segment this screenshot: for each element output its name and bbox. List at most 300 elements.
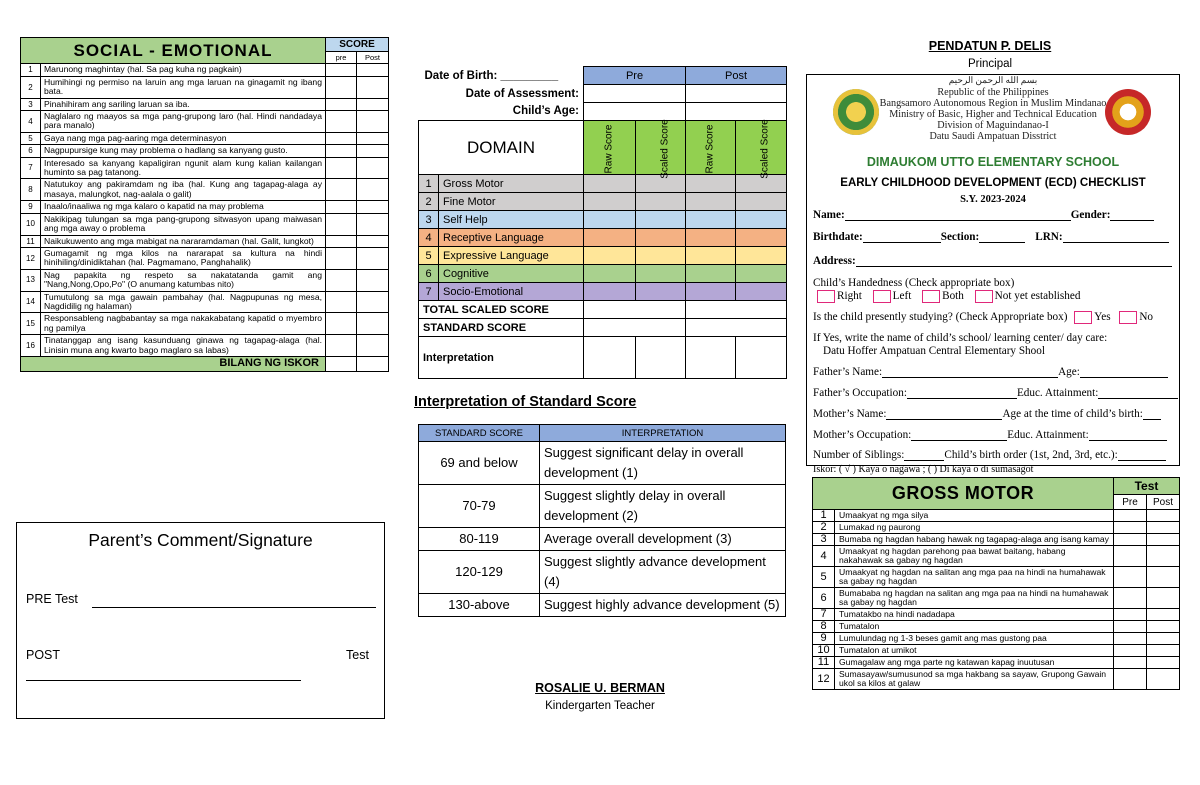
gm-item-text: Lumakad ng paurong: [835, 522, 1114, 534]
total-pre-cell[interactable]: [326, 356, 357, 371]
domain-name: Cognitive: [439, 265, 584, 283]
gm-item-text: Umaakyat ng mga silya: [835, 510, 1114, 522]
siblings-field[interactable]: [904, 450, 944, 461]
se-pre-cell[interactable]: [326, 145, 357, 157]
post-test-signature-line[interactable]: [26, 680, 301, 681]
social-emotional-title: SOCIAL - EMOTIONAL: [21, 38, 326, 64]
se-post-cell[interactable]: [357, 335, 389, 357]
mother-name-label: Mother’s Name:: [813, 408, 887, 420]
gm-item-number: 5: [813, 567, 835, 588]
se-table-row: [21, 213, 389, 235]
father-occupation-field[interactable]: [907, 388, 1017, 399]
domain-row: [419, 265, 787, 283]
gm-post-cell[interactable]: [1146, 621, 1179, 633]
domain-post-raw-cell[interactable]: [686, 247, 736, 265]
domain-post-raw-cell[interactable]: [686, 175, 736, 193]
interpretation-row: [419, 485, 786, 528]
gm-item-text: Sumasayaw/sumusunod sa mga hakbang sa sayaw, Grupong Gawain ukol sa kilos at galaw: [835, 669, 1114, 690]
arabic-heading: بسم الله الرحمن الرحيم: [948, 75, 1038, 85]
pre-raw-score-header: Raw Score: [584, 121, 636, 175]
gm-item-text: Lumulundag ng 1-3 beses gamit ang mas gustong paa: [835, 633, 1114, 645]
domain-pre-scaled-cell[interactable]: [636, 265, 686, 283]
yes-label: Yes: [1094, 311, 1111, 324]
domain-pre-raw-cell[interactable]: [584, 211, 636, 229]
se-post-cell[interactable]: [357, 291, 389, 313]
domain-row: [419, 247, 787, 265]
pre-assessment-date-cell[interactable]: [584, 85, 686, 103]
gm-table-row: [813, 588, 1180, 609]
gm-item-text: Tumatakbo na hindi nadadapa: [835, 609, 1114, 621]
se-item-text: Nag papakita ng respeto sa nakatatanda gamit ang "Nang,Nong,Opo,Po" (O anumang katumbas nito): [41, 269, 326, 291]
se-item-text: Tinatanggap ang isang kasunduang ginawa ng tagapag-alaga (hal. Linisin muna ang kwarto bago maglaro sa labas): [41, 335, 326, 357]
se-item-text: Inaalo/inaaliwa ng mga kalaro o kapatid na may problema: [41, 201, 326, 213]
parent-comment-box: [16, 522, 385, 719]
gm-pre-header: Pre: [1113, 495, 1146, 510]
name-row: [813, 209, 1154, 221]
interpretation-text: Suggest highly advance development (5): [540, 594, 786, 617]
teacher-name: ROSALIE U. BERMAN: [535, 681, 665, 695]
domain-pre-scaled-cell[interactable]: [636, 247, 686, 265]
gm-item-number: 8: [813, 621, 835, 633]
domain-pre-raw-cell[interactable]: [584, 175, 636, 193]
domain-pre-raw-cell[interactable]: [584, 229, 636, 247]
domain-post-scaled-cell[interactable]: [736, 265, 787, 283]
gm-item-number: 12: [813, 669, 835, 690]
post-scaled-score-header: Scaled Score: [736, 121, 787, 175]
pre-column-header: Pre: [584, 67, 686, 85]
interpretation-label: Interpretation: [419, 337, 584, 379]
gm-pre-cell[interactable]: [1113, 669, 1146, 690]
gm-table-row: [813, 609, 1180, 621]
se-pre-cell[interactable]: [326, 98, 357, 110]
bilang-ng-iskor: BILANG NG ISKOR: [21, 356, 326, 371]
gm-pre-cell[interactable]: [1113, 522, 1146, 534]
se-item-text: Gumagamit ng mga kilos na nararapat sa kultura na hindi hinihiling/dinidiktahan (hal. Pagmamano, Panghahalik): [41, 247, 326, 269]
post-test-suffix: Test: [346, 648, 369, 662]
father-occupation-label: Father’s Occupation:: [813, 387, 907, 399]
header-line-5: Datu Saudi Ampatuan Disstrict: [929, 131, 1057, 142]
handedness-options: [813, 290, 1080, 303]
gross-motor-table: [812, 477, 1180, 690]
interpretation-row: [419, 594, 786, 617]
birthdate-field[interactable]: [863, 232, 941, 243]
gm-post-cell[interactable]: [1146, 657, 1179, 669]
se-item-text: Nakikipag tulungan sa mga pang-grupong sitwasyon upang maiwasan ang mga away o problema: [41, 213, 326, 235]
se-pre-cell[interactable]: [326, 201, 357, 213]
name-label: Name:: [813, 209, 845, 221]
header-line-4: Division of Maguindanao-I: [937, 120, 1049, 131]
if-yes-label: If Yes, write the name of child’s school/ learning center/ day care:: [813, 332, 1108, 344]
section-field[interactable]: [979, 232, 1025, 243]
se-item-text: Pinahihiram ang sariling laruan sa iba.: [41, 98, 326, 110]
se-item-number: 6: [21, 145, 41, 157]
left-checkbox[interactable]: [873, 290, 891, 303]
se-table-row: [21, 179, 389, 201]
pre-test-label: PRE Test: [26, 592, 78, 606]
birthdate-label: Birthdate:: [813, 231, 863, 243]
gm-item-text: Umaakyat ng hagdan na salitan ang mga paa na hindi na humahawak sa gabay ng hagdan: [835, 567, 1114, 588]
interpretation-text: Average overall development (3): [540, 528, 786, 551]
domain-pre-scaled-cell[interactable]: [636, 211, 686, 229]
interpretation-row: [419, 551, 786, 594]
gm-pre-cell[interactable]: [1113, 633, 1146, 645]
both-checkbox[interactable]: [922, 290, 940, 303]
domain-post-scaled-cell[interactable]: [736, 229, 787, 247]
gm-pre-cell[interactable]: [1113, 588, 1146, 609]
gm-table-row: [813, 510, 1180, 522]
teacher-role: Kindergarten Teacher: [545, 700, 655, 712]
date-of-birth-label: Date of Birth: _________: [424, 69, 559, 82]
domain-post-raw-cell[interactable]: [686, 229, 736, 247]
gm-post-cell[interactable]: [1146, 588, 1179, 609]
se-item-text: Interesado sa kanyang kapaligiran ngunit alam kung kalian kailangan huminto sa pag tatanong.: [41, 157, 326, 179]
studying-row: [813, 311, 1153, 324]
gm-table-row: [813, 633, 1180, 645]
se-pre-cell[interactable]: [326, 247, 357, 269]
domain-number: 7: [419, 283, 439, 301]
gender-field[interactable]: [1110, 210, 1154, 221]
lrn-field[interactable]: [1063, 232, 1169, 243]
post-column-header: Post: [686, 67, 787, 85]
se-item-number: 10: [21, 213, 41, 235]
gm-item-number: 10: [813, 645, 835, 657]
interpretation-title: Interpretation of Standard Score: [414, 394, 637, 410]
mother-age-field[interactable]: [1143, 409, 1161, 420]
se-post-cell[interactable]: [357, 213, 389, 235]
address-row: [813, 255, 1172, 267]
gm-post-header: Post: [1146, 495, 1179, 510]
principal-name: PENDATUN P. DELIS: [928, 39, 1052, 53]
domain-post-scaled-cell[interactable]: [736, 193, 787, 211]
pre-header: pre: [326, 52, 357, 64]
domain-post-raw-cell[interactable]: [686, 211, 736, 229]
se-item-text: Nagpupursige kung may problema o hadlang sa kanyang gusto.: [41, 145, 326, 157]
se-table-row: [21, 132, 389, 144]
interpretation-row: [419, 442, 786, 485]
se-item-number: 1: [21, 64, 41, 76]
gm-item-text: Bumaba ng hagdan habang hawak ng tagapag-alaga ang isang kamay: [835, 534, 1114, 546]
se-post-cell[interactable]: [357, 269, 389, 291]
total-post-cell[interactable]: [357, 356, 389, 371]
gm-table-row: [813, 645, 1180, 657]
standard-score-range: 70-79: [419, 485, 540, 528]
domain-pre-scaled-cell[interactable]: [636, 193, 686, 211]
se-pre-cell[interactable]: [326, 213, 357, 235]
se-item-number: 9: [21, 201, 41, 213]
handedness-label: Child’s Handedness (Check appropriate box): [813, 277, 1015, 289]
gm-pre-cell[interactable]: [1113, 657, 1146, 669]
se-post-cell[interactable]: [357, 201, 389, 213]
se-table-row: [21, 291, 389, 313]
father-name-field[interactable]: [882, 367, 1058, 378]
se-post-cell[interactable]: [357, 76, 389, 98]
domain-name: Fine Motor: [439, 193, 584, 211]
pre-age-cell[interactable]: [584, 103, 686, 121]
father-educ-field[interactable]: [1098, 388, 1178, 399]
se-table-row: [21, 247, 389, 269]
address-label: Address:: [813, 255, 856, 267]
se-item-text: Natutukoy ang pakiramdam ng iba (hal. Kung ang tagapag-alaga ay masaya, malungkot, nag-aalala o galit): [41, 179, 326, 201]
pre-total-cell[interactable]: [584, 301, 686, 319]
domain-number: 6: [419, 265, 439, 283]
se-pre-cell[interactable]: [326, 64, 357, 76]
parent-comment-title: Parent’s Comment/Signature: [88, 530, 313, 550]
gm-post-cell[interactable]: [1146, 567, 1179, 588]
gm-post-cell[interactable]: [1146, 609, 1179, 621]
se-item-number: 7: [21, 157, 41, 179]
post-interp-cell-2[interactable]: [736, 337, 787, 379]
post-age-cell[interactable]: [686, 103, 787, 121]
interpretation-col-header: INTERPRETATION: [540, 425, 786, 442]
father-educ-label: Educ. Attainment:: [1016, 387, 1099, 399]
name-field[interactable]: [845, 210, 1071, 221]
domain-post-scaled-cell[interactable]: [736, 283, 787, 301]
domain-row: [419, 193, 787, 211]
gm-post-cell[interactable]: [1146, 645, 1179, 657]
standard-score-range: 120-129: [419, 551, 540, 594]
gm-table-row: [813, 669, 1180, 690]
mother-occupation-field[interactable]: [911, 430, 1007, 441]
domain-pre-raw-cell[interactable]: [584, 247, 636, 265]
gm-post-cell[interactable]: [1146, 522, 1179, 534]
iskor-legend: Iskor: ( √ ) Kaya o nagawa ; ( ) Di kaya o di sumasagot: [813, 464, 1034, 475]
se-item-number: 5: [21, 132, 41, 144]
father-age-field[interactable]: [1080, 367, 1168, 378]
se-post-cell[interactable]: [357, 235, 389, 247]
address-field[interactable]: [856, 256, 1172, 267]
mother-educ-label: Educ. Attainment:: [1007, 429, 1089, 441]
gm-item-number: 11: [813, 657, 835, 669]
domain-number: 4: [419, 229, 439, 247]
gm-item-text: Tumatalon at umikot: [835, 645, 1114, 657]
mother-name-field[interactable]: [886, 409, 1002, 420]
post-header: Post: [357, 52, 389, 64]
gm-pre-cell[interactable]: [1113, 510, 1146, 522]
gm-pre-cell[interactable]: [1113, 621, 1146, 633]
pre-interp-cell-1[interactable]: [584, 337, 636, 379]
se-pre-cell[interactable]: [326, 335, 357, 357]
se-table-row: [21, 111, 389, 133]
gm-post-cell[interactable]: [1146, 510, 1179, 522]
se-post-cell[interactable]: [357, 157, 389, 179]
principal-role: Principal: [967, 58, 1013, 70]
domain-pre-scaled-cell[interactable]: [636, 229, 686, 247]
post-test-label: POST: [26, 648, 61, 662]
gm-item-number: 2: [813, 522, 835, 534]
siblings-row: [813, 449, 1166, 461]
se-item-number: 11: [21, 235, 41, 247]
se-item-number: 14: [21, 291, 41, 313]
se-post-cell[interactable]: [357, 132, 389, 144]
gm-item-number: 4: [813, 546, 835, 567]
no-checkbox[interactable]: [1119, 311, 1137, 324]
mother-occupation-row: [813, 429, 1167, 441]
domain-row: [419, 175, 787, 193]
se-item-number: 16: [21, 335, 41, 357]
pre-interp-cell-2[interactable]: [636, 337, 686, 379]
section-label: Section:: [940, 231, 980, 243]
gm-item-number: 9: [813, 633, 835, 645]
gender-label: Gender:: [1070, 209, 1111, 221]
school-name-value[interactable]: Datu Hoffer Ampatuan Central Elementary Shool: [823, 345, 1045, 357]
yes-checkbox[interactable]: [1074, 311, 1092, 324]
se-pre-cell[interactable]: [326, 291, 357, 313]
post-assessment-date-cell[interactable]: [686, 85, 787, 103]
header-line-3: Ministry of Basic, Higher and Technical Education: [889, 109, 1097, 120]
se-post-cell[interactable]: [357, 179, 389, 201]
domain-name: Expressive Language: [439, 247, 584, 265]
se-table-row: [21, 313, 389, 335]
pre-scaled-score-header: Scaled Score: [636, 121, 686, 175]
gm-pre-cell[interactable]: [1113, 645, 1146, 657]
birth-order-field[interactable]: [1118, 450, 1166, 461]
ecd-checklist-form: [806, 74, 1180, 466]
se-pre-cell[interactable]: [326, 157, 357, 179]
domain-row: [419, 211, 787, 229]
se-post-cell[interactable]: [357, 111, 389, 133]
domain-name: Socio-Emotional: [439, 283, 584, 301]
standard-score-range: 69 and below: [419, 442, 540, 485]
se-table-row: [21, 76, 389, 98]
se-table-row: [21, 201, 389, 213]
domain-post-raw-cell[interactable]: [686, 283, 736, 301]
score-header: SCORE: [326, 38, 389, 52]
se-post-cell[interactable]: [357, 64, 389, 76]
se-item-number: 8: [21, 179, 41, 201]
childs-age-label: Child’s Age:: [512, 105, 579, 118]
father-occupation-row: [813, 387, 1178, 399]
gm-table-row: [813, 546, 1180, 567]
gm-item-text: Gumagalaw ang mga parte ng katawan kapag inuutusan: [835, 657, 1114, 669]
gm-table-row: [813, 522, 1180, 534]
domain-number: 5: [419, 247, 439, 265]
se-pre-cell[interactable]: [326, 111, 357, 133]
gross-motor-title: GROSS MOTOR: [813, 478, 1114, 510]
se-pre-cell[interactable]: [326, 269, 357, 291]
standard-score-col-header: STANDARD SCORE: [419, 425, 540, 442]
se-post-cell[interactable]: [357, 247, 389, 269]
domain-name: Receptive Language: [439, 229, 584, 247]
domain-name: Self Help: [439, 211, 584, 229]
se-item-number: 2: [21, 76, 41, 98]
post-interp-cell-1[interactable]: [686, 337, 736, 379]
gm-item-number: 6: [813, 588, 835, 609]
right-checkbox[interactable]: [817, 290, 835, 303]
domain-number: 2: [419, 193, 439, 211]
gm-table-row: [813, 657, 1180, 669]
father-name-row: [813, 366, 1168, 378]
interpretation-text: Suggest slightly delay in overall development (2): [540, 485, 786, 528]
se-table-row: [21, 335, 389, 357]
standard-score-range: 130-above: [419, 594, 540, 617]
father-name-label: Father’s Name:: [813, 366, 883, 378]
se-item-text: Gaya nang mga pag-aaring mga determinasyon: [41, 132, 326, 144]
se-pre-cell[interactable]: [326, 235, 357, 247]
no-label: No: [1139, 311, 1154, 324]
gm-pre-cell[interactable]: [1113, 546, 1146, 567]
gm-post-cell[interactable]: [1146, 534, 1179, 546]
test-header: Test: [1113, 478, 1179, 495]
domain-name: Gross Motor: [439, 175, 584, 193]
pre-test-signature-line[interactable]: [92, 607, 376, 608]
gm-item-number: 1: [813, 510, 835, 522]
se-table-row: [21, 98, 389, 110]
gm-table-row: [813, 567, 1180, 588]
gm-pre-cell[interactable]: [1113, 609, 1146, 621]
post-raw-score-header: Raw Score: [686, 121, 736, 175]
interpretation-text: Suggest slightly advance development (4): [540, 551, 786, 594]
se-table-row: [21, 145, 389, 157]
gm-post-cell[interactable]: [1146, 669, 1179, 690]
domain-row: [419, 283, 787, 301]
se-post-cell[interactable]: [357, 145, 389, 157]
se-item-number: 15: [21, 313, 41, 335]
interpretation-table: [418, 424, 786, 617]
domain-pre-scaled-cell[interactable]: [636, 283, 686, 301]
left-label: Left: [892, 290, 912, 303]
domain-post-raw-cell[interactable]: [686, 265, 736, 283]
not-yet-checkbox[interactable]: [975, 290, 993, 303]
gm-item-number: 3: [813, 534, 835, 546]
domain-pre-raw-cell[interactable]: [584, 283, 636, 301]
post-standard-cell[interactable]: [686, 319, 787, 337]
gm-item-text: Tumatalon: [835, 621, 1114, 633]
gm-pre-cell[interactable]: [1113, 534, 1146, 546]
se-pre-cell[interactable]: [326, 313, 357, 335]
birth-order-label: Child’s birth order (1st, 2nd, 3rd, etc.):: [944, 449, 1118, 461]
standard-score-label: STANDARD SCORE: [419, 319, 584, 337]
se-table-row: [21, 269, 389, 291]
se-item-number: 3: [21, 98, 41, 110]
mother-educ-field[interactable]: [1089, 430, 1167, 441]
domain-row: [419, 229, 787, 247]
se-table-row: [21, 235, 389, 247]
gm-item-text: Umaakyat ng hagdan parehong paa bawat baitang, habang nakahawak sa gabay ng hagdan: [835, 546, 1114, 567]
se-post-cell[interactable]: [357, 313, 389, 335]
not-yet-label: Not yet established: [994, 290, 1081, 303]
right-label: Right: [837, 290, 862, 303]
domain-post-scaled-cell[interactable]: [736, 247, 787, 265]
se-post-cell[interactable]: [357, 98, 389, 110]
domain-post-raw-cell[interactable]: [686, 193, 736, 211]
domain-number: 1: [419, 175, 439, 193]
mother-name-row: [813, 408, 1161, 420]
father-age-label: Age:: [1058, 366, 1080, 378]
birthdate-row: [813, 231, 1169, 243]
se-item-text: Tumutulong sa mga gawain pambahay (hal. Nagpupunas ng mesa, Nagdidilig ng halaman): [41, 291, 326, 313]
both-label: Both: [942, 290, 964, 303]
domain-score-table: [418, 66, 787, 379]
pre-standard-cell[interactable]: [584, 319, 686, 337]
se-pre-cell[interactable]: [326, 179, 357, 201]
date-of-assessment-label: Date of Assessment:: [465, 87, 579, 100]
gm-post-cell[interactable]: [1146, 633, 1179, 645]
se-pre-cell[interactable]: [326, 132, 357, 144]
se-item-number: 4: [21, 111, 41, 133]
checklist-title: EARLY CHILDHOOD DEVELOPMENT (ECD) CHECKLIST: [840, 177, 1146, 189]
gm-post-cell[interactable]: [1146, 546, 1179, 567]
post-total-cell[interactable]: [686, 301, 787, 319]
gm-pre-cell[interactable]: [1113, 567, 1146, 588]
header-line-2: Bangsamoro Autonomous Region in Muslim Mindanao: [879, 98, 1107, 109]
domain-post-scaled-cell[interactable]: [736, 211, 787, 229]
se-pre-cell[interactable]: [326, 76, 357, 98]
domain-pre-raw-cell[interactable]: [584, 265, 636, 283]
se-item-text: Humihingi ng permiso na laruin ang mga laruan na ginagamit ng ibang bata.: [41, 76, 326, 98]
se-item-text: Naikukuwento ang mga mabigat na nararamdaman (hal. Galit, lungkot): [41, 235, 326, 247]
interpretation-row: [419, 528, 786, 551]
domain-pre-raw-cell[interactable]: [584, 193, 636, 211]
